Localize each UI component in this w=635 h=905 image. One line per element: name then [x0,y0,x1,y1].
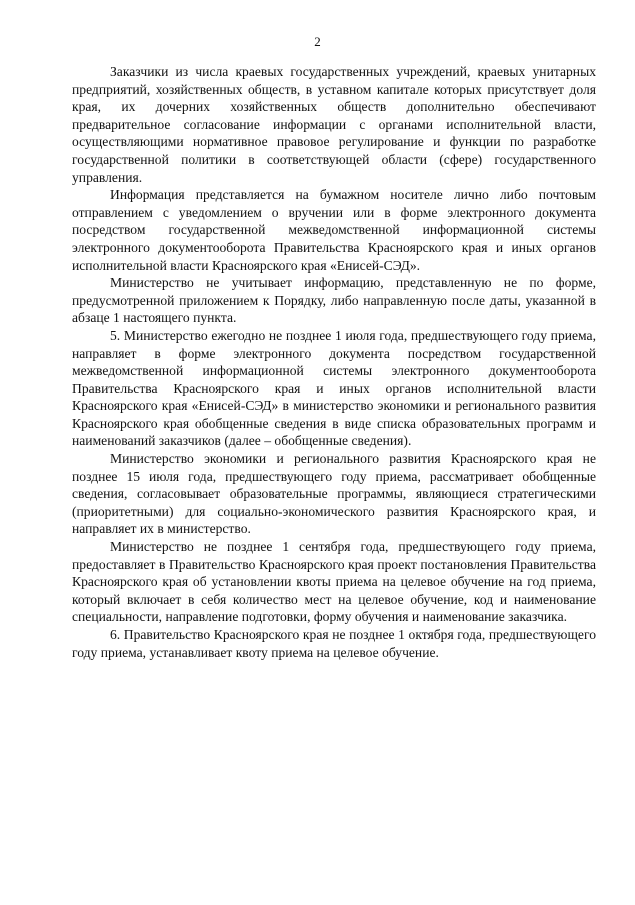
paragraph-economy-ministry-review: Министерство экономики и регионального развития Красноярского края не позднее 15 июля года, предшествующего году приема, рассматривает обобщенные сведения, согласовывает образовательные программы, являющиеся стратегическими (приоритетными) для социально-экономического развития Красноярского края, и направляет их в министерство. [72,451,596,537]
paragraph-quota-draft: Министерство не позднее 1 сентября года, предшествующего году приема, предоставляет в Правительство Красноярского края проект постановления Правительства Красноярского края об установлении квоты приема на целевое обучение на год приема, который включает в себя количество мест на целевое обучение, код и наименование специальности, направление подготовки, форму обучения и наименование заказчика. [72,539,596,625]
paragraph-ministry-exclusion: Министерство не учитывает информацию, представленную не по форме, предусмотренной приложением к Порядку, либо направленную после даты, указанной в абзаце 1 настоящего пункта. [72,275,596,326]
document-body [72,63,596,661]
page-number: 2 [314,34,321,49]
paragraph-item-5: 5. Министерство ежегодно не позднее 1 июля года, предшествующего году приема, направляет в форме электронного документа посредством государственной межведомственной информационной системы электронного документооборота Правительства Красноярского края и иных органов исполнительной власти Красноярского края «Енисей-СЭД» в министерство экономики и регионального развития Красноярского края обобщенные сведения в виде списка образовательных программ и наименований заказчиков (далее – обобщенные сведения). [72,327,596,449]
paragraph-customers-approval: Заказчики из числа краевых государственных учреждений, краевых унитарных предприятий, хозяйственных обществ, в уставном капитале которых присутствует доля края, их дочерних хозяйственных обществ дополнительно обеспечивают предварительное согласование информации с органами исполнительной власти, осуществляющими нормативное правовое регулирование и функции по разработке государственной политики в соответствующей области (сфере) государственного управления. [72,64,596,185]
paragraph-information-submission: Информация представляется на бумажном носителе лично либо почтовым отправлением с уведомлением о вручении или в форме электронного документа посредством государственной межведомственной информационной системы электронного документооборота Правительства Красноярского края и иных органов исполнительной власти Красноярского края «Енисей-СЭД». [72,187,596,273]
paragraph-item-6: 6. Правительство Красноярского края не позднее 1 октября года, предшествующего году приема, устанавливает квоту приема на целевое обучение. [72,627,596,660]
